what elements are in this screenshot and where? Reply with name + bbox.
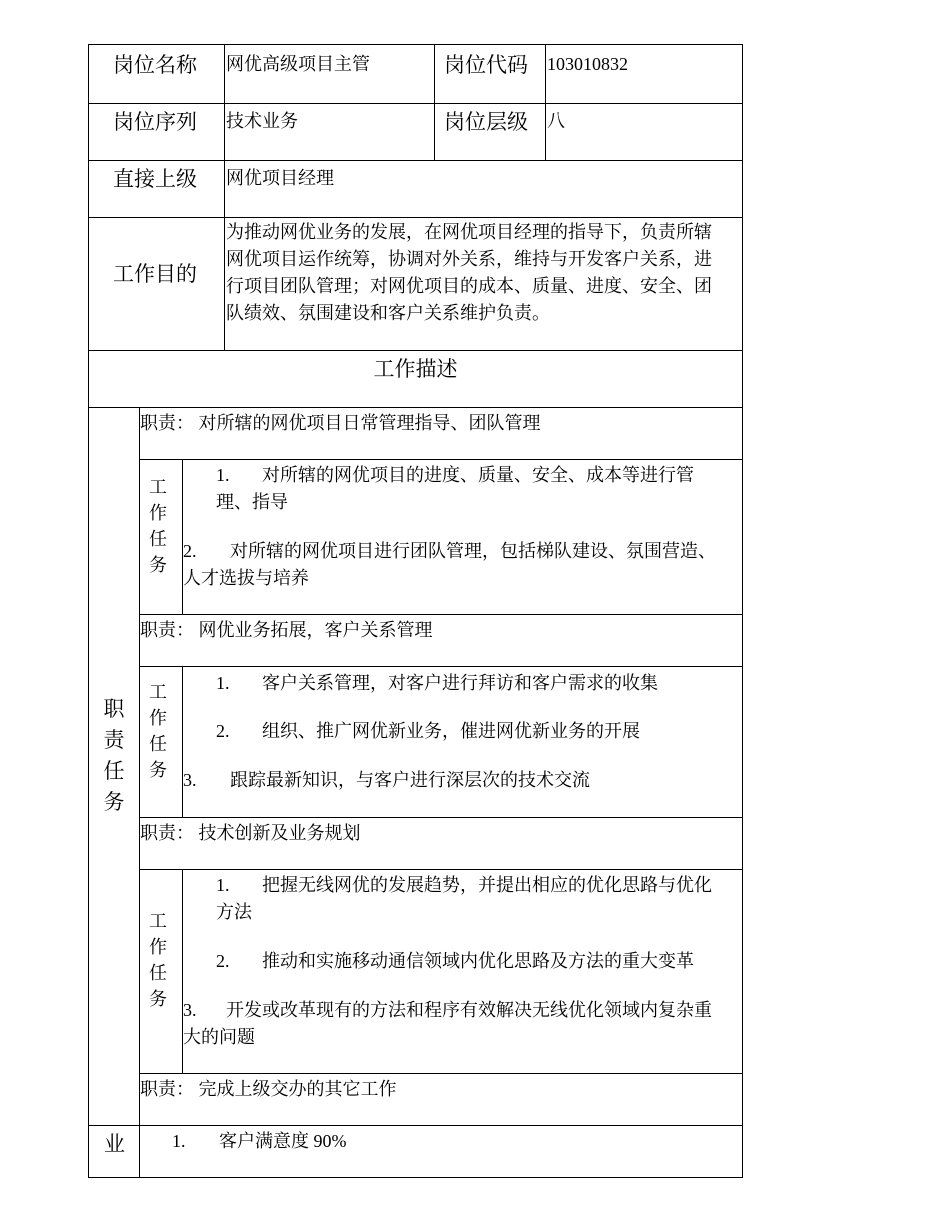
task-line: 方法 [216,902,252,922]
task-number: 1. [216,875,230,895]
task-line: 大的问题 [183,1027,255,1047]
superior-value: 网优项目经理 [226,168,334,188]
sequence-label: 岗位序列 [113,110,197,134]
sequence-value: 技术业务 [226,111,298,131]
performance-text: 客户满意度 90% [219,1131,347,1151]
purpose-line: 行项目团队管理；对网优项目的成本、质量、进度、安全、团 [226,276,712,296]
level-value: 八 [547,111,565,131]
task-line: 对所辖的网优项目的进度、质量、安全、成本等进行管 [262,465,694,485]
task-line: 把握无线网优的发展趋势，并提出相应的优化思路与优化 [262,875,712,895]
superior-label: 直接上级 [113,167,197,191]
task-line: 推动和实施移动通信领域内优化思路及方法的重大变革 [262,951,694,971]
position-code-value: 103010832 [547,54,628,74]
level-label: 岗位层级 [444,110,528,134]
task-number: 2. [183,541,197,561]
task-line: 对所辖的网优项目进行团队管理，包括梯队建设、氛围营造、 [230,541,716,561]
work-description-title: 工作描述 [373,357,458,381]
task-number: 2. [216,721,230,741]
performance-number: 1. [172,1131,186,1151]
purpose-line: 为推动网优业务的发展，在网优项目经理的指导下，负责所辖 [226,222,712,242]
task-line: 开发或改革现有的方法和程序有效解决无线优化领域内复杂重 [226,1000,712,1020]
duty-title: 职责： 对所辖的网优项目日常管理指导、团队管理 [140,413,541,433]
purpose-line: 队绩效、氛围建设和客户关系维护负责。 [226,303,550,323]
task-line: 组织、推广网优新业务，催进网优新业务的开展 [262,721,640,741]
position-name-label: 岗位名称 [113,53,197,77]
task-number: 3. [183,770,197,790]
task-label: 工 作 任 务 [149,911,167,1009]
task-line: 跟踪最新知识，与客户进行深层次的技术交流 [230,770,590,790]
purpose-label: 工作目的 [113,262,197,286]
task-number: 1. [216,673,230,693]
position-code-label: 岗位代码 [444,53,528,77]
performance-label: 业 [104,1132,125,1156]
task-number: 3. [183,1000,197,1020]
task-line: 人才选拔与培养 [183,568,309,588]
purpose-line: 网优项目运作统筹，协调对外关系，维持与开发客户关系，进 [226,249,712,269]
task-line: 理、指导 [216,492,288,512]
task-label: 工 作 任 务 [149,682,167,780]
duty-title: 职责： 完成上级交办的其它工作 [140,1079,397,1099]
task-line: 客户关系管理，对客户进行拜访和客户需求的收集 [262,673,658,693]
position-name-value: 网优高级项目主管 [226,54,370,74]
duty-title: 职责： 技术创新及业务规划 [140,823,361,843]
task-label: 工 作 任 务 [149,477,167,575]
task-number: 2. [216,951,230,971]
duty-title: 职责： 网优业务拓展，客户关系管理 [140,620,433,640]
duties-label: 职 责 任 务 [103,697,125,814]
task-number: 1. [216,465,230,485]
